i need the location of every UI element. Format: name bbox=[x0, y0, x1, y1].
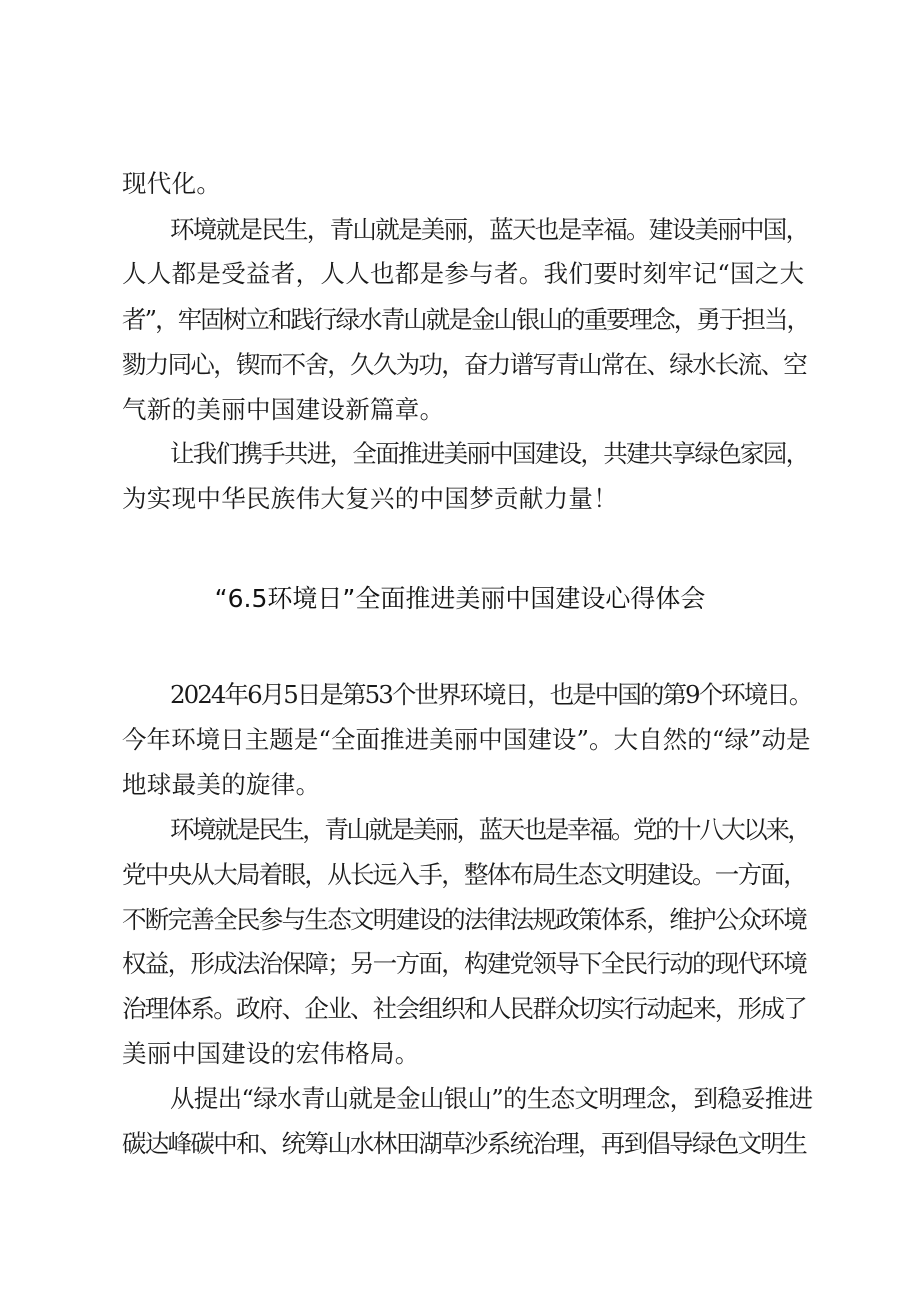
paragraph-line: 2024年6月5日是第53个世界环境日，也是中国的第9个环境日。 bbox=[170, 680, 812, 709]
paragraph-line: 环境就是民生，青山就是美丽，蓝天也是幸福。建设美丽中国， bbox=[170, 215, 809, 244]
paragraph-line: 为实现中华民族伟大复兴的中国梦贡献力量！ bbox=[122, 484, 618, 513]
paragraph-line: 让我们携手共进，全面推进美丽中国建设，共建共享绿色家园， bbox=[170, 439, 809, 468]
paragraph-line: 环境就是民生，青山就是美丽，蓝天也是幸福。党的十八大以来， bbox=[170, 815, 810, 844]
paragraph-line: 权益，形成法治保障；另一方面，构建党领导下全民行动的现代环境 bbox=[122, 949, 806, 978]
paragraph-line: 治理体系。政府、企业、社会组织和人民群众切实行动起来，形成了 bbox=[122, 994, 806, 1023]
paragraph-line: 美丽中国建设的宏伟格局。 bbox=[122, 1039, 420, 1068]
paragraph-line: 人人都是受益者，人人也都是参与者。我们要时刻牢记“国之大 bbox=[122, 259, 805, 288]
paragraph-line: 从提出“绿水青山就是金山银山”的生态文明理念，到稳妥推进 bbox=[170, 1084, 813, 1113]
paragraph-line: 不断完善全民参与生态文明建设的法律法规政策体系，维护公众环境 bbox=[122, 905, 806, 934]
paragraph-line: 今年环境日主题是“全面推进美丽中国建设”。大自然的“绿”动是 bbox=[122, 725, 811, 754]
article-title: “6.5环境日”全面推进美丽中国建设心得体会 bbox=[214, 584, 706, 613]
paragraph-line: 者”，牢固树立和践行绿水青山就是金山银山的重要理念，勇于担当， bbox=[122, 305, 810, 334]
paragraph-line: 勠力同心，锲而不舍，久久为功，奋力谱写青山常在、绿水长流、空 bbox=[122, 350, 806, 379]
paragraph-line: 党中央从大局着眼，从长远入手，整体布局生态文明建设。一方面， bbox=[122, 860, 806, 889]
paragraph-line: 气新的美丽中国建设新篇章。 bbox=[122, 395, 445, 424]
paragraph-line: 现代化。 bbox=[122, 169, 222, 198]
paragraph-line: 碳达峰碳中和、统筹山水林田湖草沙系统治理，再到倡导绿色文明生 bbox=[122, 1129, 806, 1158]
paragraph-line: 地球最美的旋律。 bbox=[122, 770, 321, 799]
